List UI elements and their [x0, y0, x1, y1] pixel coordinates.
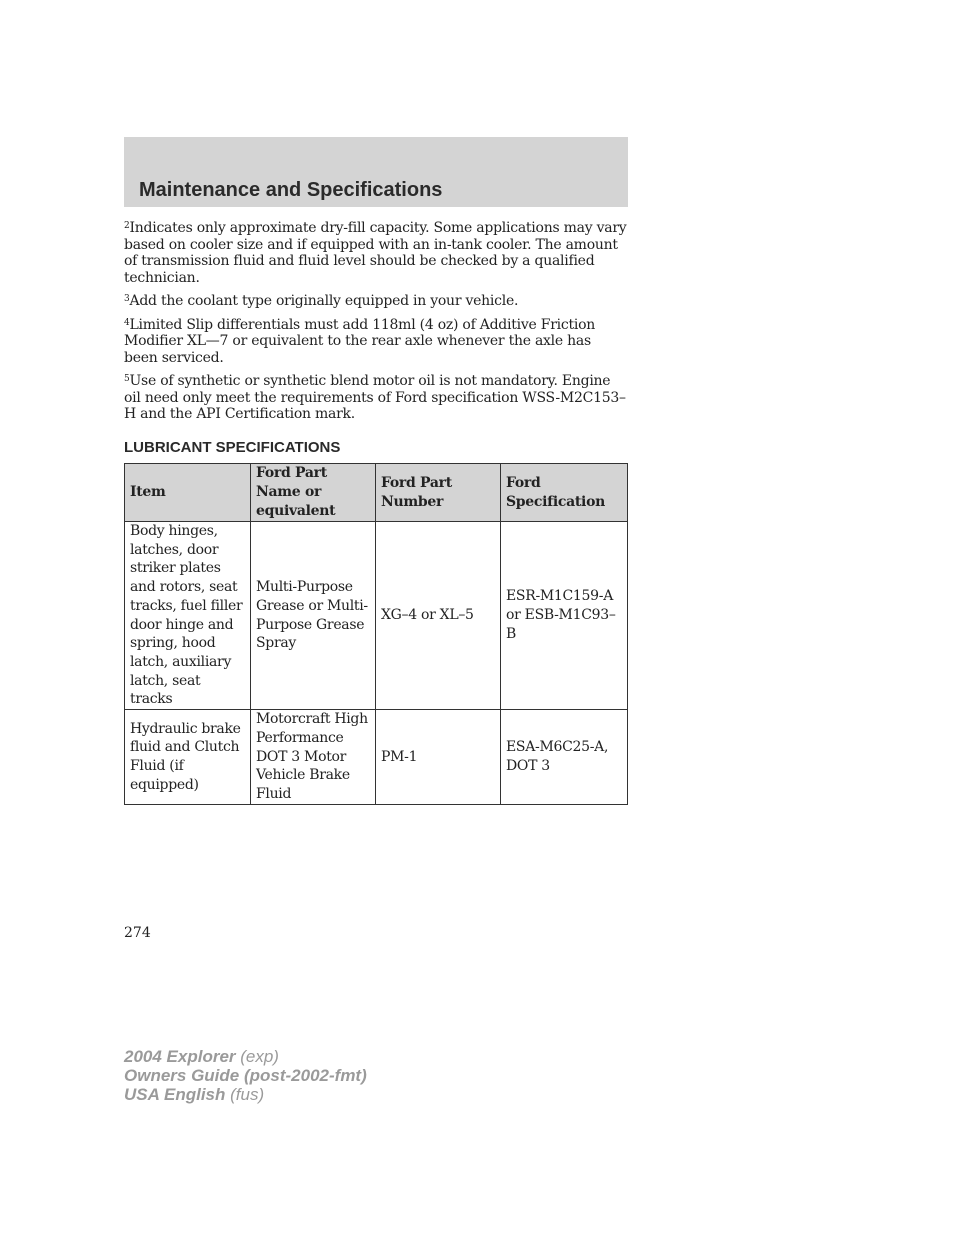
footnotes [124, 220, 628, 430]
table-header-row [125, 464, 628, 522]
footer-line-1 [124, 1047, 367, 1066]
footer-line-3 [124, 1085, 367, 1104]
table-cell: ESR-M1C159-A or ESB-M1C93–B [501, 522, 628, 710]
table-cell: Hydraulic brake fluid and Clutch Fluid (if equipped) [125, 710, 251, 805]
lubricant-specifications-table [124, 463, 628, 805]
table-cell: Body hinges, latches, door striker plates and rotors, seat tracks, fuel filler door hinge and spring, hood latch, auxiliary latch, seat tracks [125, 522, 251, 710]
table-row [125, 522, 628, 710]
table-cell: XG–4 or XL–5 [376, 522, 501, 710]
table-cell: PM-1 [376, 710, 501, 805]
footnote-marker: 5 [124, 374, 130, 384]
column-header-part-name: Ford Part Name or equivalent [251, 464, 376, 522]
footnote-marker: 3 [124, 294, 130, 304]
footer-model: 2004 Explorer [124, 1047, 236, 1066]
table-cell: Multi-Purpose Grease or Multi-Purpose Grease Spray [251, 522, 376, 710]
column-header-item: Item [125, 464, 251, 522]
section-heading: LUBRICANT SPECIFICATIONS [124, 439, 341, 456]
footnote-text: Indicates only approximate dry-fill capacity. Some applications may vary based on cooler size and if equipped with an in-tank cooler. The amount of transmission fluid and fluid level should be checked by a qualified technician. [124, 220, 627, 286]
footer-model-code: (exp) [235, 1047, 279, 1066]
footnote-3 [124, 293, 628, 310]
page-number: 274 [124, 925, 151, 941]
table-cell: ESA-M6C25-A, DOT 3 [501, 710, 628, 805]
document-footer [124, 1047, 367, 1104]
footnote-text: Limited Slip differentials must add 118ml (4 oz) of Additive Friction Modifier XL—7 or equivalent to the rear axle whenever the axle has been serviced. [124, 316, 596, 366]
table-cell: Motorcraft High Performance DOT 3 Motor Vehicle Brake Fluid [251, 710, 376, 805]
footer-language: USA English [124, 1085, 226, 1104]
table-row [125, 710, 628, 805]
column-header-specification: Ford Specification [501, 464, 628, 522]
footnote-marker: 2 [124, 221, 130, 231]
footer-line-2 [124, 1066, 367, 1085]
footnote-text: Use of synthetic or synthetic blend motor oil is not mandatory. Engine oil need only meet the requirements of Ford specification WSS-M2C153–H and the API Certification mark. [124, 373, 626, 422]
footnote-2 [124, 220, 628, 286]
page-title: Maintenance and Specifications [139, 179, 443, 201]
footnote-5 [124, 373, 628, 423]
footnote-4 [124, 317, 628, 367]
footnote-marker: 4 [124, 317, 130, 328]
footer-language-code: (fus) [225, 1085, 265, 1104]
section-header-band [124, 137, 628, 207]
footnote-text: Add the coolant type originally equipped in your vehicle. [129, 293, 519, 309]
footer-guide: Owners Guide (post-2002-fmt) [124, 1066, 367, 1085]
column-header-part-number: Ford Part Number [376, 464, 501, 522]
